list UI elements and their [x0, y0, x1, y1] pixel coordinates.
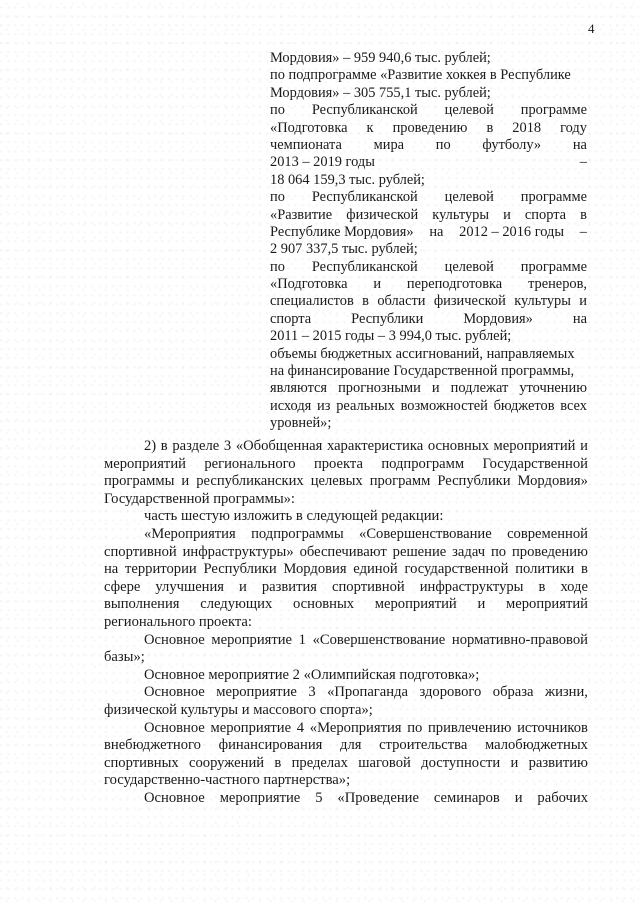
word: для — [340, 737, 362, 754]
text-line — [104, 684, 588, 702]
word: чемпионата — [270, 136, 342, 153]
word: возможностей — [400, 397, 488, 414]
word: мероприятий — [506, 596, 588, 613]
word: мероприятие — [216, 684, 297, 701]
text-line — [270, 120, 587, 137]
text-line — [104, 473, 588, 491]
word: 2) — [144, 438, 157, 454]
word: по — [270, 102, 285, 119]
word: Основное — [144, 684, 205, 701]
word: в — [538, 578, 546, 595]
word: шаговой — [358, 754, 411, 771]
word: «Пропаганда — [327, 684, 408, 701]
word: современной — [507, 525, 588, 542]
word: целевой — [444, 258, 494, 275]
word: 18 064 159,3 тыс. рублей; — [270, 171, 425, 188]
word: базы»; — [104, 649, 145, 666]
word: республиканских — [196, 473, 304, 490]
word: привлечению — [428, 719, 512, 736]
text-line — [270, 398, 587, 415]
word: следующих — [200, 596, 273, 613]
word: Мордовия» — [463, 310, 533, 327]
word: образа — [492, 684, 534, 701]
word: и — [580, 438, 588, 454]
text-line — [104, 667, 588, 685]
word: выполнения — [104, 596, 180, 613]
word: в — [581, 561, 588, 578]
text-line — [104, 632, 588, 650]
word: тренеров, — [528, 276, 587, 293]
text-line — [104, 544, 588, 562]
word: разделе — [172, 438, 220, 454]
text-line — [270, 102, 587, 119]
word: «Совершенствование — [312, 631, 446, 648]
word: Основное — [144, 789, 205, 806]
word: спорта — [524, 206, 567, 223]
word: спортивной — [332, 578, 405, 595]
word: регионального — [204, 455, 296, 472]
word: мероприятий — [104, 455, 186, 472]
text-line — [270, 311, 587, 328]
word: мероприятие — [219, 789, 301, 806]
word: характеристика — [326, 438, 424, 454]
word: Республики — [203, 561, 277, 578]
word: задач — [452, 543, 486, 560]
text-line — [270, 154, 587, 171]
word: рабочих — [537, 789, 588, 806]
word: «Мероприятия — [144, 525, 236, 542]
word: внебюджетного — [104, 737, 201, 754]
word: в — [580, 206, 587, 223]
word: в — [362, 293, 369, 310]
word: развития — [261, 578, 317, 595]
word: целевых — [310, 473, 363, 490]
word: мероприятие — [211, 631, 293, 648]
word: государственной — [404, 561, 509, 578]
word: году — [560, 119, 587, 136]
word: и — [477, 596, 486, 613]
word: культуры — [514, 293, 571, 310]
word: обеспечивают — [299, 543, 387, 560]
word: – — [579, 154, 587, 171]
word: на — [429, 223, 444, 240]
word: Государственной программы»: — [104, 490, 295, 507]
word: и — [514, 789, 523, 806]
amendment-text — [104, 438, 588, 807]
word: реальных — [336, 397, 395, 414]
word: финансирования — [218, 737, 323, 754]
word: «Развитие — [270, 206, 333, 223]
word: бюджетов — [493, 397, 555, 414]
word: и — [181, 473, 190, 490]
word: мира — [373, 136, 405, 153]
word: на — [572, 310, 587, 327]
word: здорового — [419, 684, 482, 701]
word: ходе — [560, 578, 588, 595]
text-line — [104, 561, 588, 579]
word: проведению — [392, 119, 468, 136]
word: в — [274, 754, 282, 771]
word: физической культуры и массового спорта»; — [104, 701, 373, 718]
word: в — [486, 119, 494, 136]
word: часть шестую изложить в следующей редакции: — [144, 508, 444, 525]
word: государственно-частного партнерства»; — [104, 772, 351, 789]
word: программе — [520, 102, 587, 119]
text-line — [270, 189, 587, 206]
word: 4 — [296, 719, 305, 736]
word: всех — [560, 397, 587, 414]
text-line — [270, 346, 587, 363]
word: регионального проекта: — [104, 613, 252, 630]
word: малобюджетных — [484, 737, 588, 754]
word: Республиканской — [311, 258, 418, 275]
text-line — [270, 85, 587, 102]
word: проекта — [313, 455, 363, 472]
word: 2 907 337,5 тыс. рублей; — [270, 241, 418, 258]
word: нормативно-правовой — [451, 631, 588, 648]
word: улучшения — [155, 578, 225, 595]
word: Республики — [437, 473, 511, 490]
text-line — [104, 579, 588, 597]
word: решение — [392, 543, 447, 560]
word: «Подготовка — [270, 119, 348, 136]
word: 3 — [308, 684, 316, 701]
word: 5 — [315, 789, 323, 806]
word: доступности — [421, 754, 501, 771]
word: «Проведение — [337, 789, 419, 806]
word: объемы бюджетных ассигнований, направляемых — [270, 345, 575, 362]
word: «Совершенствование — [359, 525, 492, 542]
word: специалистов — [270, 293, 354, 310]
word: основных — [293, 596, 355, 613]
word: сооружений — [189, 754, 265, 771]
word: 2018 — [512, 119, 542, 136]
word: пределах — [291, 754, 348, 771]
word: подлежат — [450, 380, 509, 397]
text-line — [270, 241, 587, 258]
word: программ — [369, 473, 431, 490]
word: и — [239, 578, 247, 595]
word: Мордовия» — [517, 473, 588, 490]
text-line — [104, 790, 588, 808]
word: «Подготовка — [270, 276, 348, 293]
word: по — [490, 543, 507, 560]
word: футболу» — [482, 136, 542, 153]
word: и — [431, 380, 440, 397]
word: «Мероприятия — [309, 719, 402, 736]
text-line — [270, 207, 587, 224]
word: территории — [125, 561, 197, 578]
word: уточнению — [519, 380, 587, 397]
word: по подпрограмме «Развитие хоккея в Республике — [270, 67, 571, 84]
word: по — [435, 136, 451, 153]
word: 2013 – 2019 годы — [270, 154, 375, 171]
word: из — [317, 397, 331, 414]
word: спортивных — [104, 754, 179, 771]
word: инфраструктуры — [419, 578, 524, 595]
text-line — [104, 755, 588, 773]
word: жизни, — [544, 684, 588, 701]
word: мероприятий — [493, 438, 576, 454]
word: уровней»; — [270, 415, 332, 432]
word: на — [572, 136, 587, 153]
word: по — [270, 258, 285, 275]
text-line — [270, 328, 587, 345]
text-line — [270, 363, 587, 380]
word: строительства — [379, 737, 468, 754]
word: на — [104, 561, 119, 578]
word: 2011 – 2015 годы – 3 994,0 тыс. рублей; — [270, 328, 512, 345]
word: Основное — [144, 719, 205, 736]
word: переподготовка — [406, 276, 503, 293]
word: подпрограммы — [251, 525, 344, 542]
word: Республике Мордовия» — [270, 223, 414, 240]
word: инфраструктуры» — [182, 543, 294, 560]
text-line — [270, 415, 587, 432]
text-line — [270, 50, 587, 67]
text-line — [270, 276, 587, 293]
text-line — [104, 737, 588, 755]
text-line — [104, 772, 588, 790]
text-line — [270, 172, 587, 189]
word: культуры — [432, 206, 490, 223]
word: мероприятий — [374, 596, 457, 613]
word: мероприятие — [210, 719, 292, 736]
word: единой — [353, 561, 398, 578]
text-line — [270, 293, 587, 310]
text-line — [270, 259, 587, 276]
text-line — [104, 491, 588, 509]
word: программы — [104, 473, 175, 490]
word: «Обобщенная — [235, 438, 323, 454]
word: в — [160, 438, 168, 454]
word: программе — [520, 258, 587, 275]
text-line — [104, 720, 588, 738]
word: проведению — [512, 543, 588, 560]
word: 2012 – 2016 годы — [459, 223, 565, 240]
text-line — [104, 702, 588, 720]
text-line — [270, 224, 587, 241]
word: Республиканской — [311, 102, 418, 119]
word: целевой — [444, 102, 494, 119]
word: Республики — [351, 310, 424, 327]
word: Основное мероприятие 2 «Олимпийская подготовка»; — [144, 666, 480, 683]
word: Основное — [144, 631, 205, 648]
word: физической — [346, 206, 419, 223]
word: и — [503, 206, 511, 223]
word: Мордовия» – 305 755,1 тыс. рублей; — [270, 84, 491, 101]
text-line — [104, 456, 588, 474]
word: сфере — [104, 578, 141, 595]
word: подпрограмм — [381, 455, 465, 472]
word: политики — [515, 561, 575, 578]
word: Государственной — [482, 455, 588, 472]
word: исходя — [270, 397, 312, 414]
word: – — [579, 223, 587, 240]
text-line — [270, 380, 587, 397]
word: и — [579, 293, 587, 310]
text-line — [104, 596, 588, 614]
word: Мордовия — [283, 561, 347, 578]
word: основных — [427, 438, 489, 454]
word: Мордовия» – 959 940,6 тыс. рублей; — [270, 50, 491, 66]
text-line — [270, 67, 587, 84]
word: являются — [270, 380, 328, 397]
word: спортивной — [104, 543, 177, 560]
word: на финансирование Государственной программы, — [270, 363, 575, 380]
text-line — [104, 526, 588, 544]
word: и — [373, 276, 382, 293]
text-line — [104, 614, 588, 632]
text-line — [104, 508, 588, 526]
word: по — [407, 719, 423, 736]
word: Республиканской — [311, 189, 418, 206]
word: семинаров — [433, 789, 500, 806]
word: прогнозными — [338, 380, 421, 397]
text-line — [270, 137, 587, 154]
page-number: 4 — [588, 21, 595, 36]
word: области — [377, 293, 426, 310]
word: программе — [520, 189, 587, 206]
word: и — [510, 754, 519, 771]
text-line — [104, 438, 588, 456]
word: развитию — [528, 754, 588, 771]
word: источников — [517, 719, 588, 736]
text-line — [104, 649, 588, 667]
word: к — [366, 119, 374, 136]
word: физической — [433, 293, 506, 310]
program-funding-column — [270, 50, 587, 433]
word: целевой — [444, 189, 494, 206]
word: 1 — [298, 631, 306, 648]
word: спорта — [270, 310, 312, 327]
word: по — [270, 189, 285, 206]
word: 3 — [223, 438, 232, 454]
